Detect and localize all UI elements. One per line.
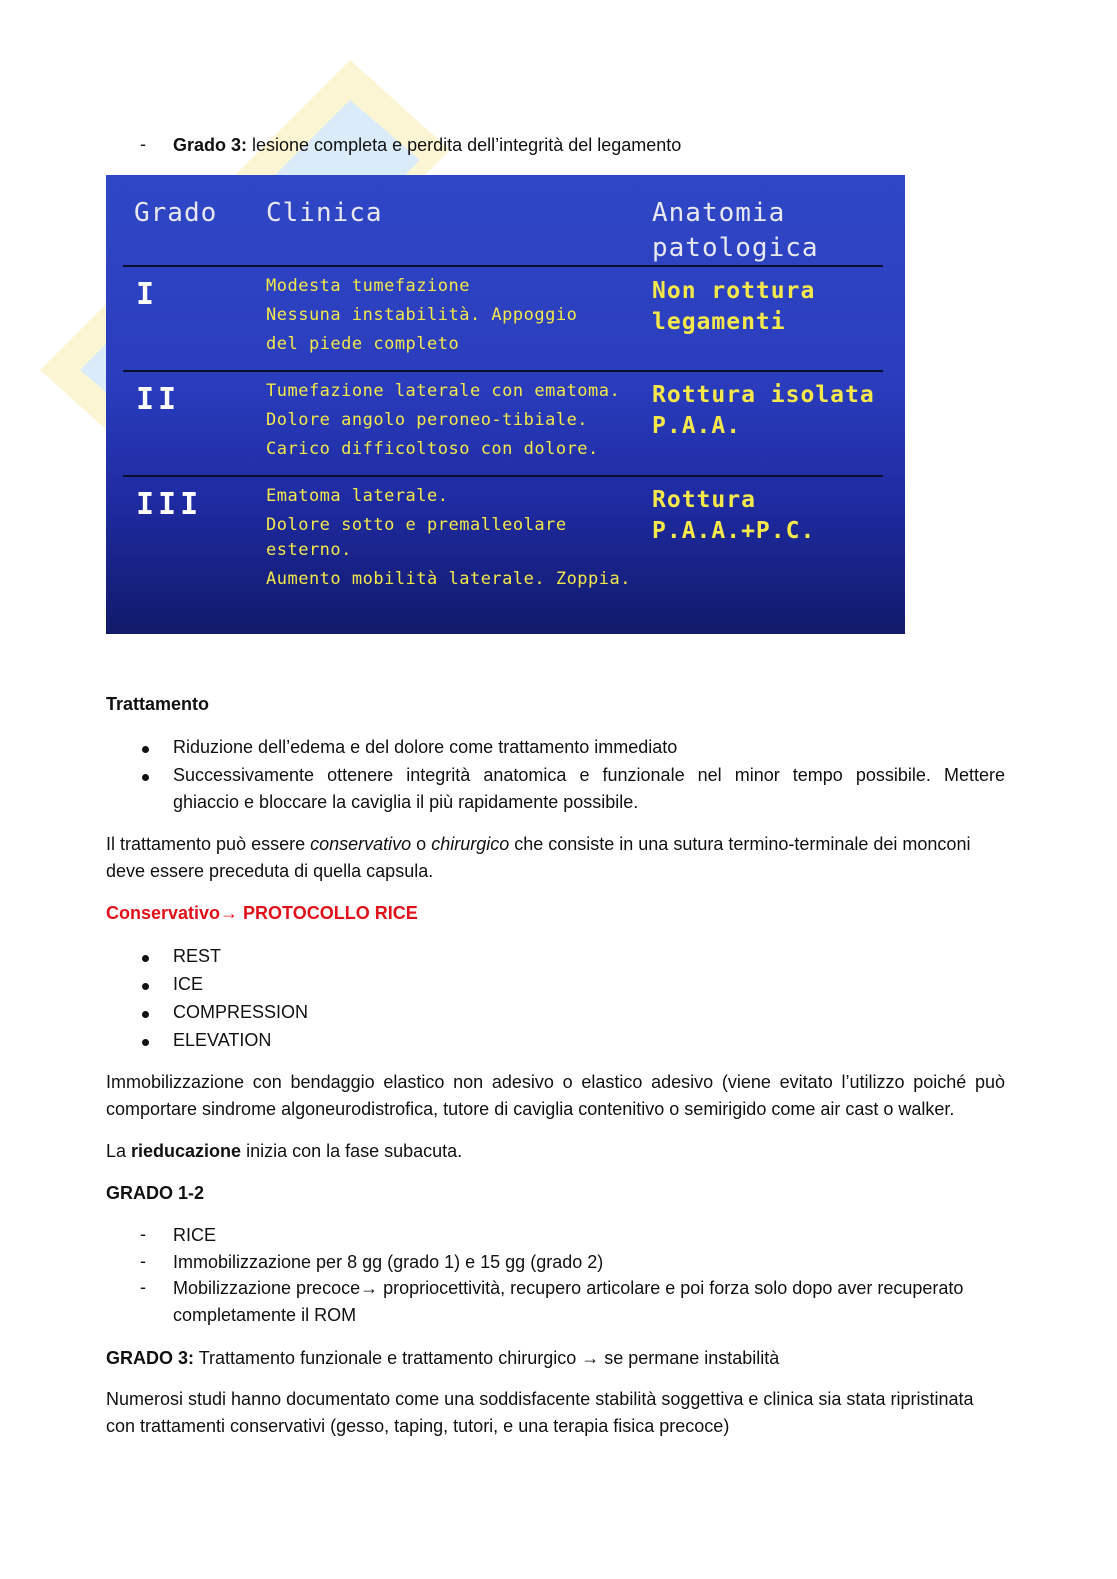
header-clinica: Clinica: [266, 198, 383, 228]
paragraph-immobilizzazione-line2: comportare sindrome algoneurodistrofica, tutore di caviglia contenitivo o semirigido come air cast o walker.: [106, 1099, 955, 1119]
grado3-definition: Grado 3: lesione completa e perdita dell’integrità del legamento: [173, 135, 682, 155]
list-item: ICE: [173, 974, 204, 994]
paragraph-immobilizzazione: Immobilizzazione con bendaggio elastico non adesivo o elastico adesivo (viene evitato l’utilizzo poiché può: [106, 1072, 1005, 1092]
conservativo-heading: Conservativo→ PROTOCOLLO RICE: [106, 903, 418, 923]
list-item: Mobilizzazione precoce→ propriocettività, recupero articolare e poi forza solo dopo aver recuperato: [173, 1278, 964, 1298]
anatomia-line: Non rottura: [652, 278, 816, 304]
table-rule: [123, 370, 883, 372]
clinica-line: del piede completo: [266, 334, 460, 354]
bullet-dot: [142, 746, 149, 753]
list-item: REST: [173, 946, 222, 966]
header-patologica: patologica: [652, 233, 819, 263]
table-rule: [123, 475, 883, 477]
list-item-continuation: ghiaccio e bloccare la caviglia il più rapidamente possibile.: [173, 792, 639, 812]
grade-label: I: [136, 277, 159, 312]
section-heading: Trattamento: [106, 694, 210, 714]
anatomia-line: Rottura isolata: [652, 382, 875, 408]
header-grado: Grado: [134, 198, 218, 228]
bullet-dot: [142, 1011, 149, 1018]
clinica-line: esterno.: [266, 540, 352, 560]
paragraph-grado3: GRADO 3: Trattamento funzionale e trattamento chirurgico → se permane instabilità: [106, 1348, 780, 1368]
grade-label: III: [136, 487, 203, 522]
clinica-line: Nessuna instabilità. Appoggio: [266, 305, 578, 325]
bullet-dot: [142, 1039, 149, 1046]
paragraph-trattamento: Il trattamento può essere conservativo o chirurgico che consiste in una sutura termino-terminale dei monconi: [106, 834, 971, 854]
anatomia-line: P.A.A.+P.C.: [652, 518, 816, 544]
clinica-line: Aumento mobilità laterale. Zoppia.: [266, 569, 631, 589]
paragraph-studi: Numerosi studi hanno documentato come una soddisfacente stabilità soggettiva e clinica sia stata ripristinata: [106, 1389, 974, 1409]
list-item-continuation: completamente il ROM: [173, 1305, 357, 1325]
clinica-line: Modesta tumefazione: [266, 276, 470, 296]
bullet-dot: [142, 955, 149, 962]
list-dash: -: [140, 134, 146, 154]
bullet-dot: [142, 983, 149, 990]
clinica-line: Dolore sotto e premalleolare: [266, 515, 567, 535]
list-item: Successivamente ottenere integrità anatomica e funzionale nel minor tempo possibile. Mettere: [173, 765, 1005, 785]
section-heading: GRADO 1-2: [106, 1183, 205, 1203]
header-anatomia: Anatomia: [652, 198, 786, 228]
clinica-line: Ematoma laterale.: [266, 486, 449, 506]
bullet-dot: [142, 774, 149, 781]
arrow-right-icon: →: [220, 903, 239, 923]
list-dash: -: [140, 1277, 146, 1297]
grading-table-slide: [106, 175, 905, 634]
list-item: Riduzione dell’edema e del dolore come trattamento immediato: [173, 737, 678, 757]
clinica-line: Carico difficoltoso con dolore.: [266, 439, 599, 459]
list-item: COMPRESSION: [173, 1002, 309, 1022]
list-item: Immobilizzazione per 8 gg (grado 1) e 15 gg (grado 2): [173, 1252, 604, 1272]
list-dash: -: [140, 1224, 146, 1244]
paragraph-trattamento-line2: deve essere preceduta di quella capsula.: [106, 861, 434, 881]
paragraph-rieducazione: La rieducazione inizia con la fase subacuta.: [106, 1141, 463, 1161]
table-rule: [123, 265, 883, 267]
clinica-line: Tumefazione laterale con ematoma.: [266, 381, 621, 401]
clinica-line: Dolore angolo peroneo-tibiale.: [266, 410, 589, 430]
grade-label: II: [136, 382, 181, 417]
anatomia-line: legamenti: [652, 309, 786, 335]
paragraph-studi-line2: con trattamenti conservativi (gesso, taping, tutori, e una terapia fisica precoce): [106, 1416, 730, 1436]
anatomia-line: P.A.A.: [652, 413, 742, 439]
list-item: ELEVATION: [173, 1030, 272, 1050]
list-item: RICE: [173, 1225, 217, 1245]
list-dash: -: [140, 1251, 146, 1271]
anatomia-line: Rottura: [652, 487, 756, 513]
